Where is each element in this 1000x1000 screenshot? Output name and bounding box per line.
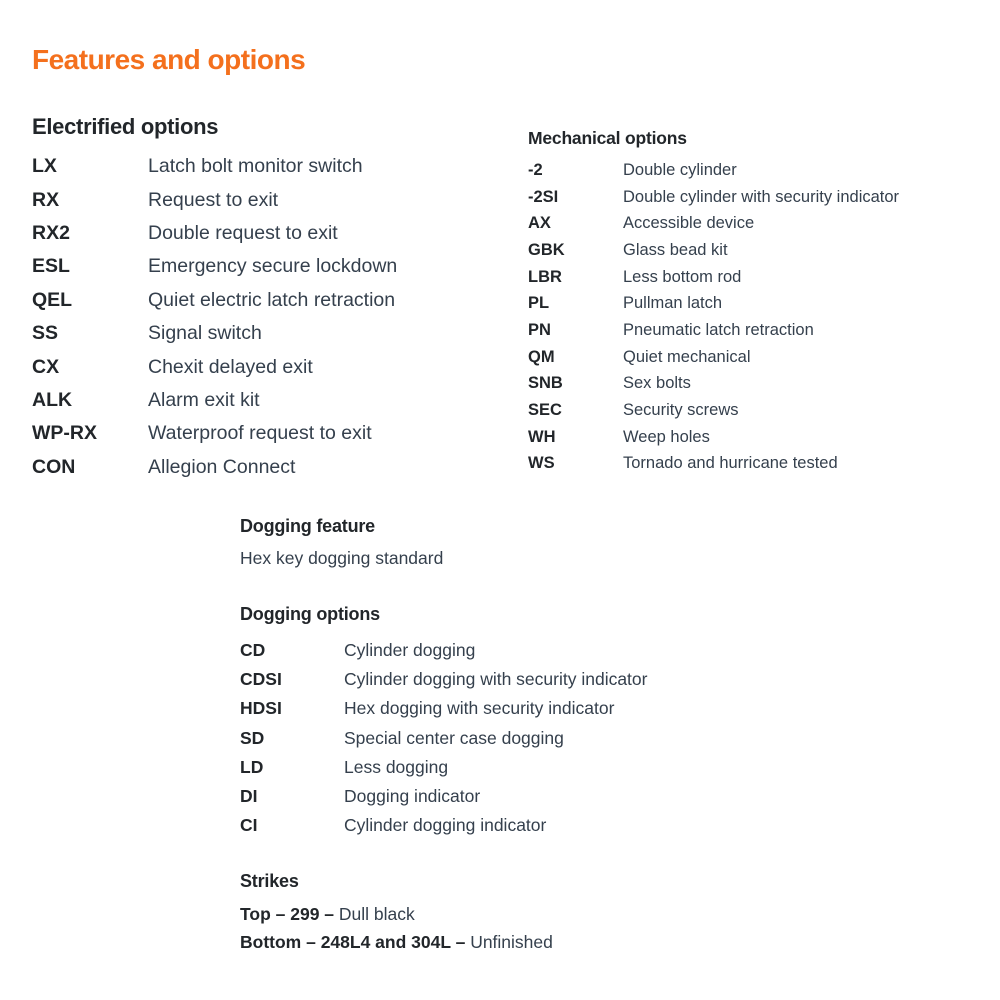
mechanical-options-heading: Mechanical options (528, 128, 687, 148)
option-code: PL (528, 294, 550, 313)
dogging-feature-heading: Dogging feature (240, 516, 375, 536)
section-mechanical-options (528, 128, 988, 477)
option-code: CI (240, 815, 258, 836)
option-row (528, 210, 988, 237)
electrified-options-heading: Electrified options (32, 114, 219, 139)
option-row (240, 753, 800, 782)
option-row (528, 344, 988, 371)
option-row (528, 424, 988, 451)
section-electrified-options (32, 114, 512, 484)
option-row (32, 417, 512, 450)
option-row (32, 350, 512, 383)
option-row (32, 217, 512, 250)
option-row (32, 451, 512, 484)
option-code: CON (32, 455, 76, 478)
option-description: Less dogging (344, 756, 449, 777)
option-description: Request to exit (148, 188, 279, 211)
option-code: SEC (528, 401, 562, 420)
option-description: Special center case dogging (344, 727, 564, 748)
option-code: RX2 (32, 221, 70, 244)
option-code: -2SI (528, 187, 559, 206)
section-dogging-options (240, 604, 800, 840)
option-row (32, 317, 512, 350)
option-row (528, 451, 988, 478)
option-description: Dogging indicator (344, 786, 481, 807)
option-code: ALK (32, 388, 73, 411)
section-dogging-feature (240, 516, 800, 569)
option-row (240, 694, 800, 723)
option-code: ESL (32, 255, 70, 278)
strikes-list (240, 900, 800, 957)
option-code: CDSI (240, 669, 282, 690)
option-code: -2 (528, 160, 543, 179)
option-row (528, 264, 988, 291)
option-row (528, 317, 988, 344)
option-code: PN (528, 320, 551, 339)
option-description: Waterproof request to exit (148, 422, 372, 445)
option-code: HDSI (240, 698, 282, 719)
option-code: WH (528, 427, 556, 446)
strike-line-top (240, 900, 800, 929)
option-code: QM (528, 347, 555, 366)
option-code: LX (32, 155, 57, 178)
option-row (32, 183, 512, 216)
option-row (240, 636, 800, 665)
strike-line-regular-text: Unfinished (470, 932, 553, 953)
option-code: AX (528, 214, 551, 233)
section-strikes (240, 871, 800, 957)
option-row (240, 724, 800, 753)
strike-line-bold-text: Bottom – 248L4 and 304L – (240, 932, 471, 953)
dogging-options-list (240, 636, 800, 840)
option-description: Double request to exit (148, 221, 338, 244)
mechanical-options-list (528, 157, 988, 477)
option-description: Cylinder dogging indicator (344, 815, 547, 836)
option-description: Quiet mechanical (623, 347, 751, 366)
option-code: CD (240, 640, 266, 661)
option-description: Emergency secure lockdown (148, 255, 398, 278)
option-description: Less bottom rod (623, 267, 742, 286)
dogging-feature-text: Hex key dogging standard (240, 548, 444, 568)
option-code: RX (32, 188, 60, 211)
option-row (528, 237, 988, 264)
option-description: Chexit delayed exit (148, 355, 313, 378)
option-description: Latch bolt monitor switch (148, 155, 363, 178)
option-description: Tornado and hurricane tested (623, 454, 838, 473)
option-description: Pullman latch (623, 294, 723, 313)
option-row (528, 371, 988, 398)
option-row (32, 384, 512, 417)
option-description: Signal switch (148, 322, 262, 345)
option-code: WP-RX (32, 422, 97, 445)
option-code: LD (240, 756, 264, 777)
option-row (528, 290, 988, 317)
option-row (528, 184, 988, 211)
option-description: Cylinder dogging (344, 640, 476, 661)
option-code: WS (528, 454, 555, 473)
option-description: Security screws (623, 401, 739, 420)
option-code: SD (240, 727, 265, 748)
option-row (32, 250, 512, 283)
option-code: LBR (528, 267, 562, 286)
option-code: SNB (528, 374, 563, 393)
option-description: Sex bolts (623, 374, 691, 393)
option-description: Cylinder dogging with security indicator (344, 669, 648, 690)
dogging-options-heading: Dogging options (240, 604, 380, 624)
option-row (32, 150, 512, 183)
option-code: QEL (32, 288, 73, 311)
option-row (528, 397, 988, 424)
strike-line-bottom (240, 929, 800, 958)
option-row (240, 782, 800, 811)
option-description: Pneumatic latch retraction (623, 320, 814, 339)
option-code: CX (32, 355, 60, 378)
option-code: GBK (528, 240, 565, 259)
option-description: Hex dogging with security indicator (344, 698, 615, 719)
option-description: Quiet electric latch retraction (148, 288, 396, 311)
option-description: Accessible device (623, 214, 755, 233)
option-row (240, 811, 800, 840)
strike-line-regular-text: Dull black (338, 903, 415, 924)
option-description: Weep holes (623, 427, 710, 446)
electrified-options-list (32, 150, 512, 484)
page-title: Features and options (32, 44, 306, 75)
option-row (528, 157, 988, 184)
option-code: SS (32, 322, 59, 345)
option-description: Glass bead kit (623, 240, 728, 259)
option-description: Alarm exit kit (148, 388, 260, 411)
option-description: Double cylinder with security indicator (623, 187, 900, 206)
option-row (32, 284, 512, 317)
strikes-heading: Strikes (240, 871, 299, 891)
strike-line-bold-text: Top – 299 – (240, 903, 339, 924)
option-code: DI (240, 786, 258, 807)
option-row (240, 665, 800, 694)
option-description: Double cylinder (623, 160, 737, 179)
option-description: Allegion Connect (148, 455, 296, 478)
